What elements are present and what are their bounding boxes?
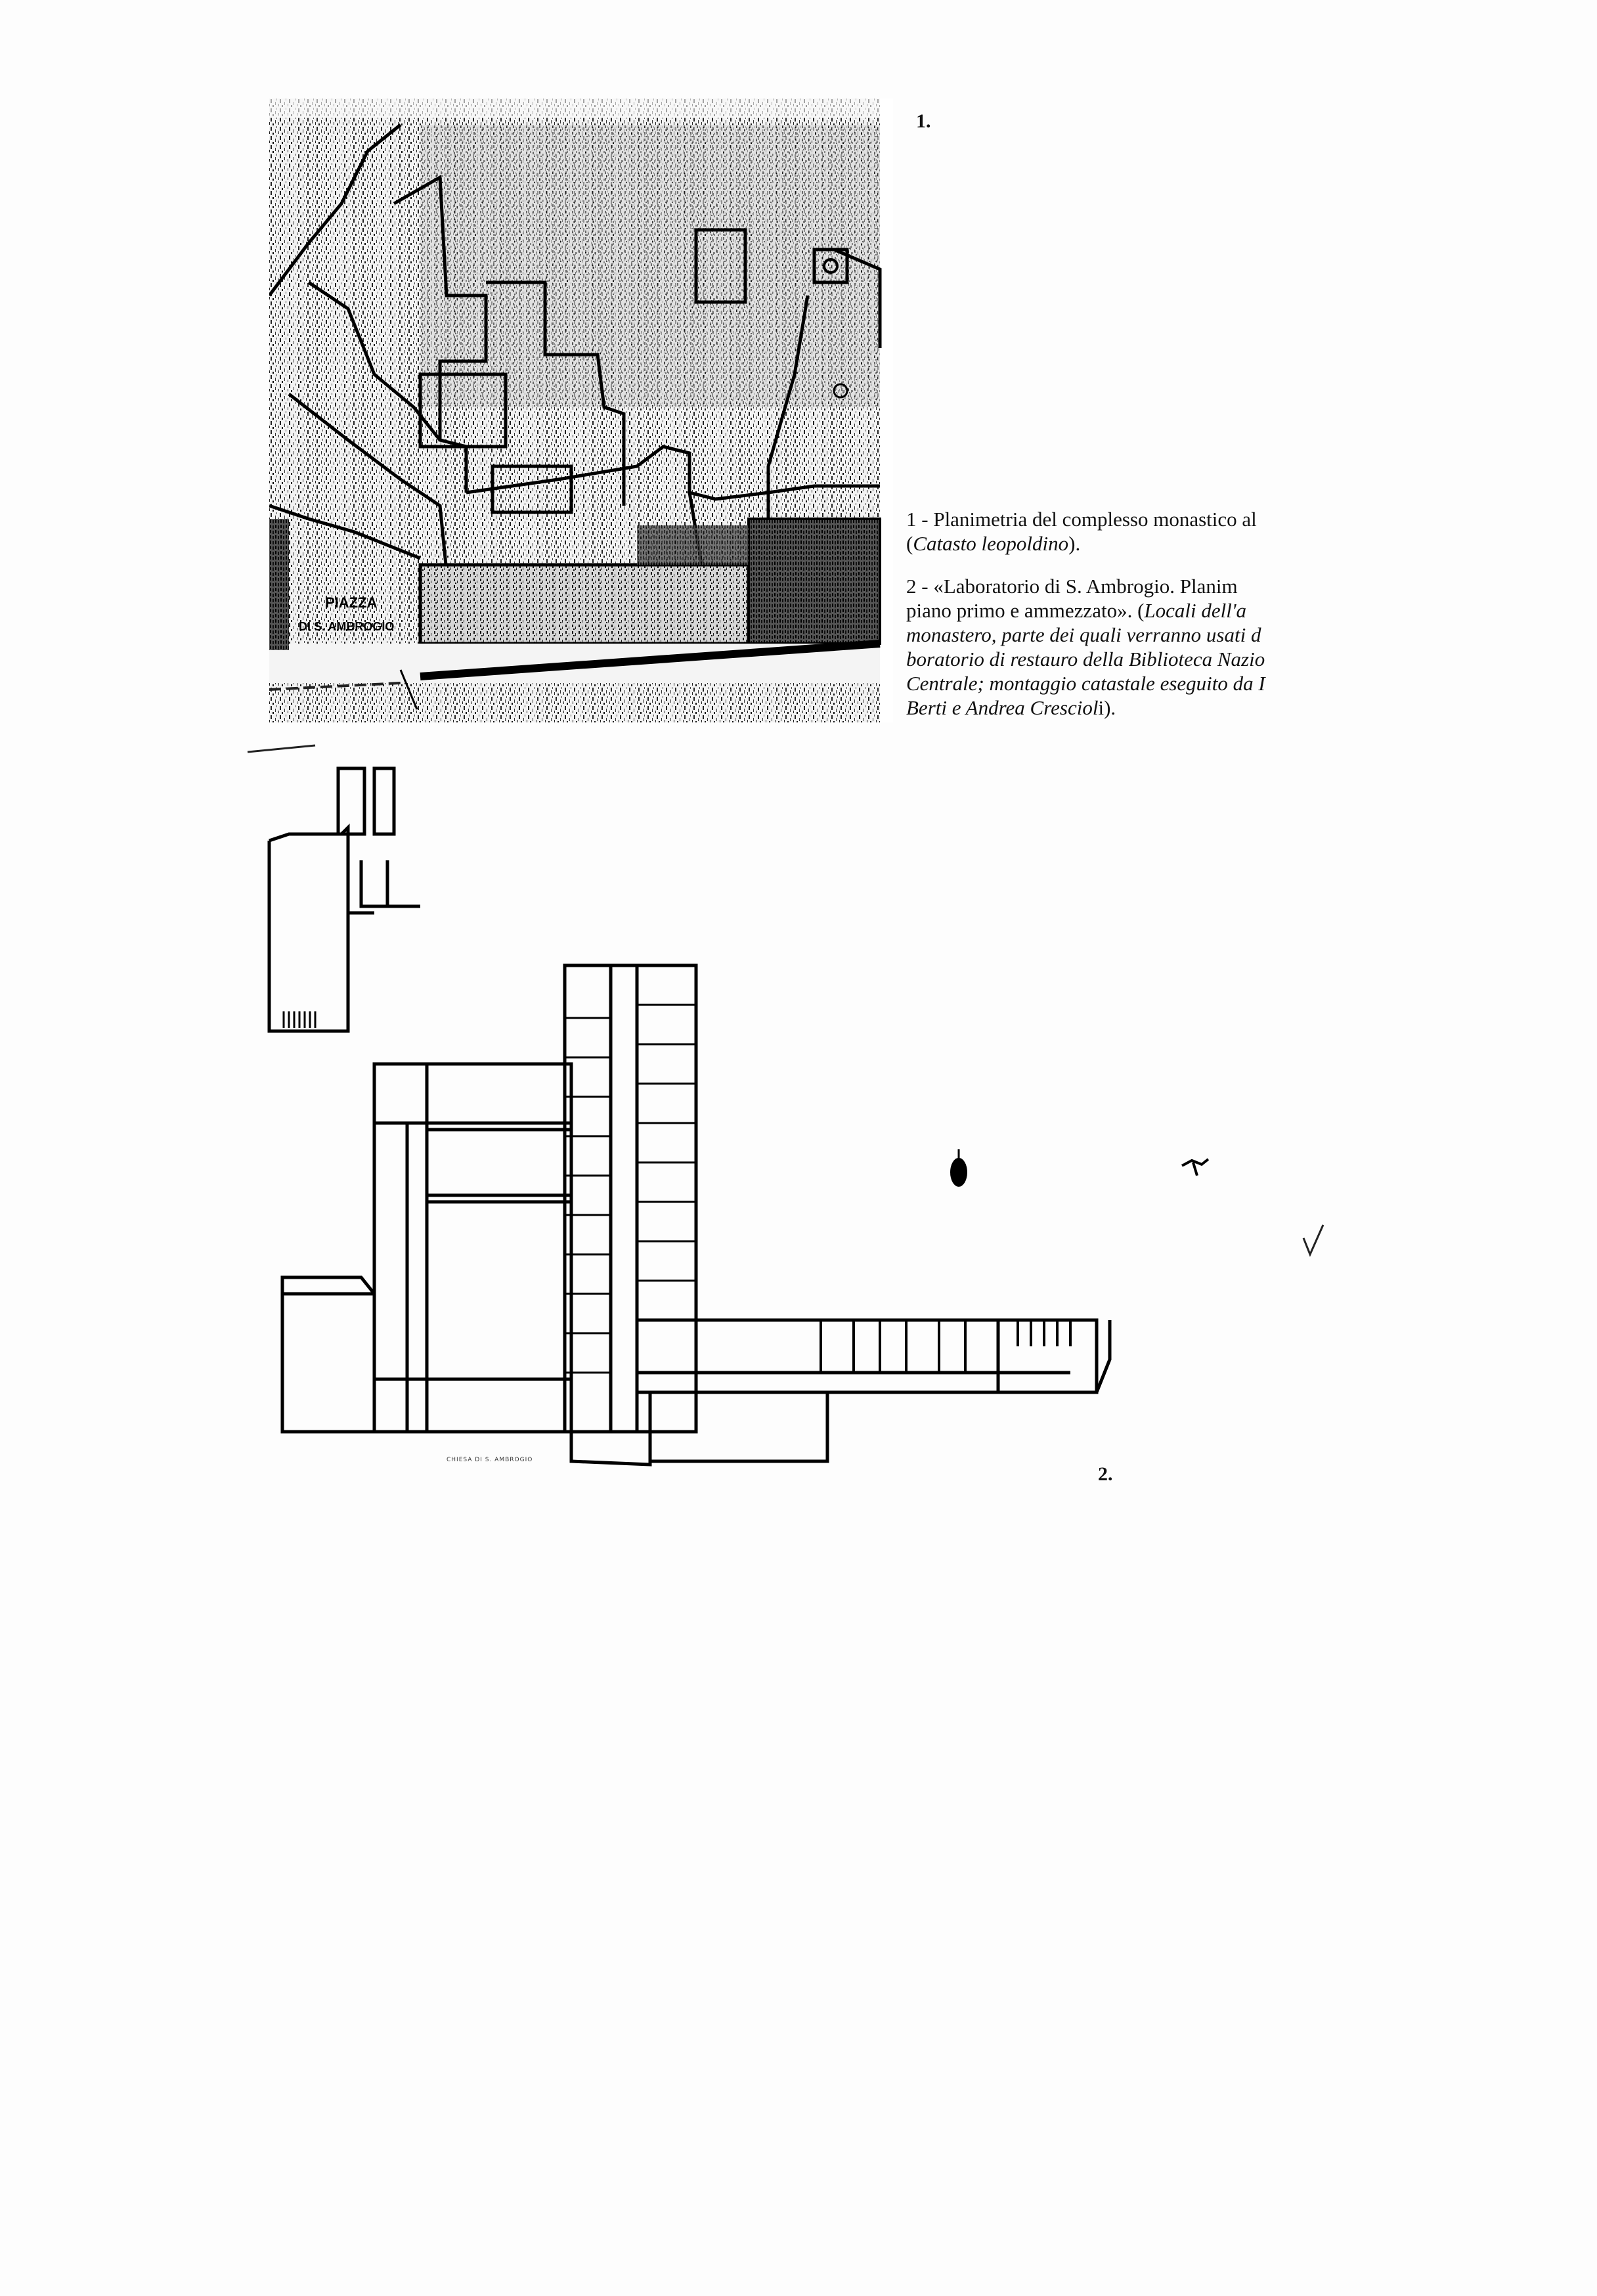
caption-text: ). bbox=[1068, 532, 1081, 555]
map-label-sant-ambrogio: DI S. AMBROGIO bbox=[299, 620, 395, 633]
floor-plan-drawing bbox=[243, 742, 1123, 1484]
caption-line bbox=[906, 507, 1359, 531]
figure-2-number: 2. bbox=[1098, 1463, 1113, 1485]
caption-line bbox=[906, 574, 1359, 598]
speck-mark bbox=[1179, 1153, 1212, 1179]
caption-text: i). bbox=[1098, 696, 1116, 719]
map-label-piazza: PIAZZA bbox=[325, 594, 378, 611]
caption-text: Locali dell'a bbox=[1144, 599, 1246, 622]
caption-2 bbox=[906, 574, 1359, 720]
floor-plan-figure bbox=[243, 742, 1123, 1484]
caption-text: Berti e Andrea Cresciol bbox=[906, 696, 1099, 719]
figure-1-number: 1. bbox=[916, 110, 931, 132]
caption-text: boratorio di restauro della Biblioteca Nazio bbox=[906, 648, 1265, 671]
ink-blot-mark bbox=[946, 1146, 972, 1192]
caption-text: monastero, parte dei quali verranno usati d bbox=[906, 623, 1261, 646]
caption-line bbox=[906, 671, 1359, 695]
plan-caption-label: CHIESA DI S. AMBROGIO bbox=[447, 1457, 533, 1463]
caption-text: Catasto leopoldino bbox=[913, 532, 1069, 555]
caption-line bbox=[906, 623, 1359, 647]
cadastral-map-image bbox=[269, 99, 893, 722]
caption-line bbox=[906, 531, 1359, 556]
caption-text: ( bbox=[906, 532, 913, 555]
check-mark-scribble bbox=[1300, 1222, 1326, 1261]
caption-text: 1 - Planimetria del complesso monastico al bbox=[906, 508, 1257, 531]
caption-line bbox=[906, 695, 1359, 720]
cadastral-map-figure bbox=[269, 99, 893, 722]
figure-captions bbox=[906, 507, 1359, 738]
caption-text: piano primo e ammezzato». ( bbox=[906, 599, 1145, 622]
caption-text: Centrale; montaggio catastale eseguito da I bbox=[906, 672, 1265, 695]
caption-text: 2 - «Laboratorio di S. Ambrogio. Planim bbox=[906, 575, 1238, 598]
caption-line bbox=[906, 598, 1359, 623]
caption-line bbox=[906, 647, 1359, 671]
caption-1 bbox=[906, 507, 1359, 556]
